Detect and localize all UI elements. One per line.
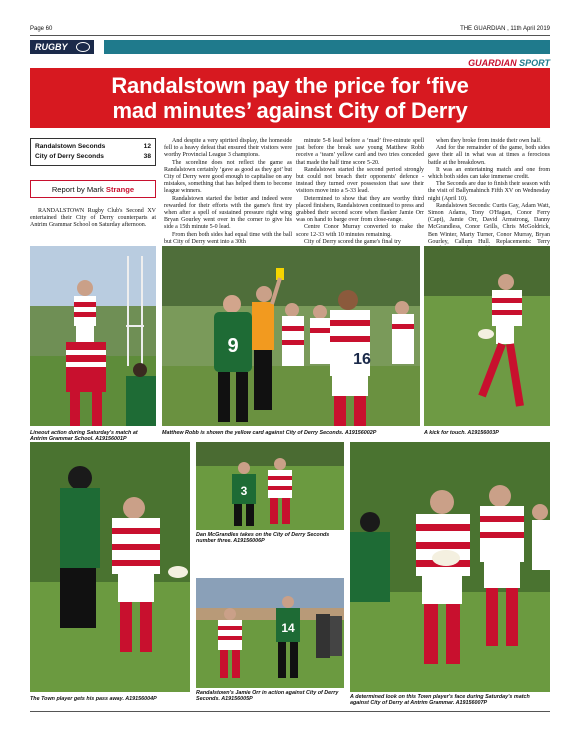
paragraph: Randalstown Seconds: Curtis Gay, Adam Watt, Simon Adams, Tony O'Hagan, Conor Ferry (Capt), Jamie Orr, David Armstrong, Danny McGrandless, Conor Grills, Chris McGoldrick, Ben Winter, Marty Turner, Conor Murray, Bryan Gourley, Callum Hull. Replacements: Terry (428, 202, 550, 245)
byline-name: Strange (105, 185, 135, 194)
paragraph: when they broke from inside their own half. (436, 138, 542, 144)
section-bar (104, 40, 550, 54)
photo-caption: Dan McGrandles takes on the City of Derry Seconds number three. A19156006P (196, 532, 330, 545)
byline (30, 180, 156, 198)
byline-prefix: Report by Mark (51, 185, 104, 194)
score-box (30, 138, 156, 166)
photo-caption: Randalstown's Jamie Orr in action against City of Derry Seconds. A19156005P (196, 690, 339, 703)
jamie-orr-image (196, 578, 344, 688)
paragraph: Determined to show that they are worthy third placed finishers, Randalstown continued to press and grabbed their second score when flanker Jamie Orr was on hand to barge over from close-range. (296, 195, 424, 224)
lineout-image (30, 246, 156, 426)
photo-kick (424, 246, 550, 426)
paragraph: And for the remainder of the game, both sides gave their all in what was at times a ferocious battle at the breakdown. (428, 145, 550, 166)
pass-image (30, 442, 190, 692)
paragraph: Randalstown started the second period strongly but could not breach their opponents' defence - instead they turned over possession that saw their visitors move into a 5-33 lead. (296, 166, 424, 195)
yellow-card-image (162, 246, 420, 426)
page-number: Page 60 (30, 26, 53, 32)
headline-line-1: Randalstown pay the price for ‘five (111, 73, 469, 98)
mcgrandles-image (196, 442, 344, 530)
paragraph: The scoreline does not reflect the game as Randalstown certainly ‘gave as good as they got’ but City of Derry were good enough to capitalise on any mistakes, something that has helped them to become league winners. (164, 159, 292, 195)
jersey-number: 9 (227, 335, 239, 357)
photo-mcgrandles (196, 442, 344, 530)
photo-pass (30, 442, 190, 692)
team-score: 12 (143, 143, 151, 150)
paragraph: minute 5-8 lead before a ‘mad’ five-minute spell just before the break saw young Matthew Robb receive a ‘team’ yellow card and two tries conceded that made the half time score 5-20. (296, 138, 424, 166)
paragraph: The Seconds are due to finish their season with the visit of Ballymahinch Fifth XV on Wednesday night (April 10). (428, 181, 550, 202)
brand-sport: SPORT (519, 58, 550, 68)
page-header (30, 24, 550, 36)
team-name: Randalstown Seconds (35, 143, 106, 150)
photo-caption: A determined look on this Town player's face during Saturday's match against City of Derry at Antrim Grammar. A19156007P (350, 694, 530, 707)
jersey-number: 3 (240, 484, 248, 498)
photo-caption: Matthew Robb is shown the yellow card against City of Derry Seconds. A19156002P (162, 430, 377, 436)
score-row (35, 152, 151, 162)
paragraph: It was an entertaining match and one from which both sides can take immense credit. (428, 166, 550, 181)
article-column-3 (296, 138, 424, 246)
article-column-2 (164, 138, 292, 246)
kick-image (424, 246, 550, 426)
article-column-4 (428, 138, 550, 253)
headline-line-2: mad minutes’ against City of Derry (112, 98, 468, 123)
team-score: 38 (143, 153, 151, 160)
photo-caption: Lineout action during Saturday's match at Antrim Grammar School. A19156001P (30, 430, 138, 443)
paragraph: And despite a very spirited display, the homeside fell to a heavy defeat that ensured their visitors were worthy Provincial League 3 champions. (164, 138, 292, 159)
photo-determined (350, 442, 550, 692)
paragraph: Randalstown started the better and indeed were rewarded for their efforts with the game's first try when after a spell of sustained pressure right wing Bryan Gourley went over in the corner to give his side a 15th minute 5-0 lead. (164, 195, 292, 231)
jersey-number: 16 (353, 351, 371, 368)
footer-rule (30, 711, 550, 712)
paragraph: Centre Conor Murray converted to make the score 12-33 with 10 minutes remaining. (296, 224, 424, 238)
photo-jamie-orr (196, 578, 344, 688)
determined-image (350, 442, 550, 692)
section-tab (30, 40, 94, 54)
jersey-number: 14 (281, 621, 295, 635)
photo-caption: A kick for touch. A19156003P (424, 430, 499, 436)
rugby-ball-icon (76, 42, 90, 52)
paragraph: City of Derry scored the game's final try (304, 238, 401, 245)
paragraph: From then both sides had equal time with the ball but City of Derry went into a 30th (164, 231, 292, 245)
article-column-1 (30, 208, 156, 230)
headline (30, 68, 550, 128)
photo-yellow-card (162, 246, 420, 426)
publication-date: THE GUARDIAN , 11th April 2019 (460, 26, 550, 32)
paragraph: RANDALSTOWN Rugby Club's Second XV entertained their City of Derry counterparts at Antrim Grammar School on Saturday afternoon. (30, 208, 156, 229)
brand-logo (468, 58, 550, 68)
section-label: RUGBY (35, 42, 68, 52)
team-name: City of Derry Seconds (35, 153, 104, 160)
photo-lineout (30, 246, 156, 426)
header-rule (30, 35, 550, 36)
score-row (35, 142, 151, 152)
photo-caption: The Town player gets his pass away. A19156004P (30, 696, 157, 702)
brand-main: GUARDIAN (468, 58, 517, 68)
